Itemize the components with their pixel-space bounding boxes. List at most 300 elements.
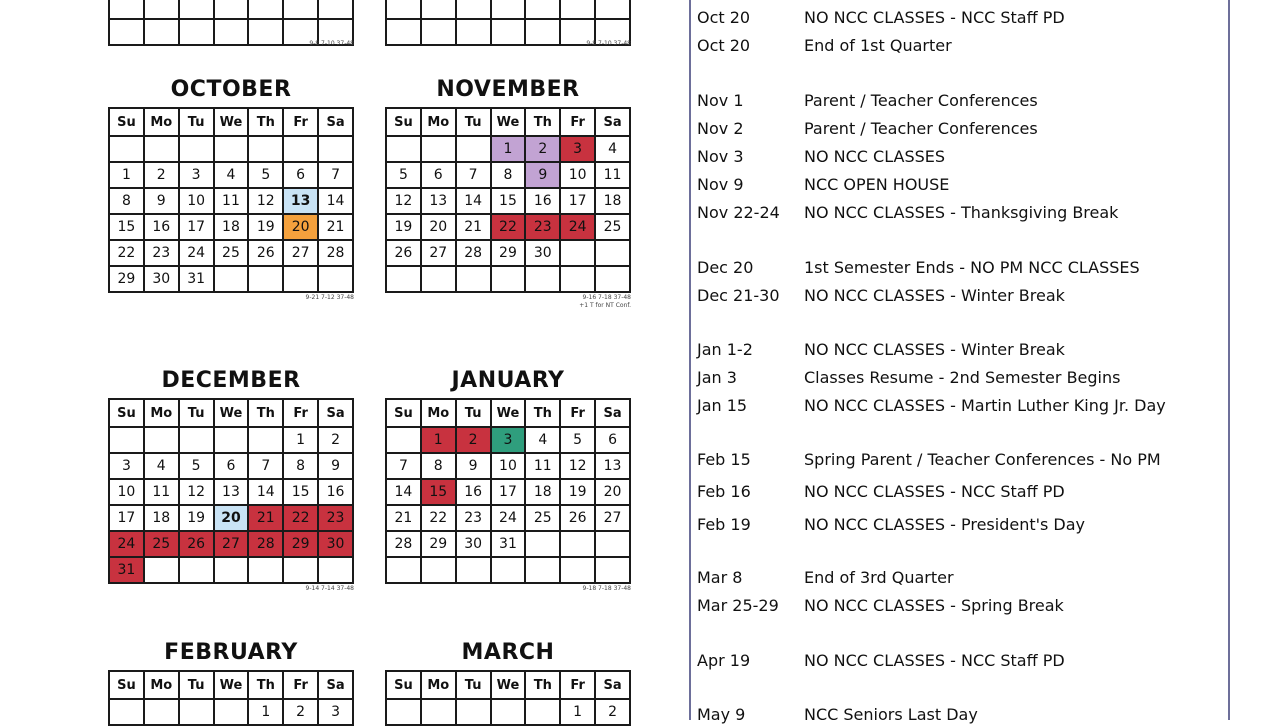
calendar-january	[385, 368, 631, 592]
weekday-header: Th	[525, 671, 560, 699]
day-cell-17: 17	[179, 214, 214, 240]
day-cell	[595, 0, 630, 19]
day-cell-9: 9	[144, 188, 179, 214]
day-cell-22: 22	[283, 505, 318, 531]
day-cell-29: 29	[109, 266, 144, 292]
weekday-header: Tu	[456, 671, 491, 699]
calendar-december	[108, 368, 354, 592]
weekday-header: Mo	[421, 671, 456, 699]
day-cell-8: 8	[109, 188, 144, 214]
weekday-header: Su	[386, 399, 421, 427]
calendar-grid	[385, 398, 631, 584]
day-cell-27: 27	[283, 240, 318, 266]
day-cell-18: 18	[525, 479, 560, 505]
empty-day-cell	[386, 557, 421, 583]
day-cell-1: 1	[248, 699, 283, 725]
event-date: Apr 19	[697, 651, 751, 670]
day-cell-3: 3	[491, 427, 526, 453]
event-date: Jan 15	[697, 396, 748, 415]
day-cell-13: 13	[283, 188, 318, 214]
week-row	[386, 427, 630, 453]
day-cell-27: 27	[421, 240, 456, 266]
empty-day-cell	[456, 557, 491, 583]
day-cell-31: 31	[179, 266, 214, 292]
event-date: Feb 16	[697, 482, 751, 501]
calendar-november	[385, 77, 631, 309]
calendar-grid	[108, 670, 354, 726]
weekday-header: Sa	[318, 399, 353, 427]
day-cell-7: 7	[248, 453, 283, 479]
weekday-header: Th	[248, 108, 283, 136]
empty-day-cell	[318, 266, 353, 292]
day-cell-25: 25	[214, 240, 249, 266]
event-date: Dec 20	[697, 258, 754, 277]
week-row	[386, 188, 630, 214]
weekday-header: We	[214, 671, 249, 699]
day-cell-29: 29	[491, 240, 526, 266]
day-cell-9: 9	[525, 162, 560, 188]
day-cell	[525, 19, 560, 45]
day-cell-23: 23	[525, 214, 560, 240]
week-row	[109, 557, 353, 583]
day-cell-29: 29	[421, 531, 456, 557]
empty-day-cell	[109, 427, 144, 453]
event-description: 1st Semester Ends - NO PM NCC CLASSES	[804, 258, 1140, 277]
event-description: NO NCC CLASSES - Winter Break	[804, 340, 1065, 359]
day-cell-1: 1	[421, 427, 456, 453]
day-cell-13: 13	[214, 479, 249, 505]
weekday-header: Fr	[283, 108, 318, 136]
empty-day-cell	[179, 427, 214, 453]
day-cell-12: 12	[560, 453, 595, 479]
weekday-header: Tu	[456, 108, 491, 136]
weekday-header-row	[386, 671, 630, 699]
event-date: Jan 1-2	[697, 340, 753, 359]
empty-day-cell	[386, 136, 421, 162]
day-cell-30: 30	[525, 240, 560, 266]
day-cell-22: 22	[109, 240, 144, 266]
day-cell-20: 20	[214, 505, 249, 531]
weekday-header: Th	[525, 108, 560, 136]
day-cell-19: 19	[560, 479, 595, 505]
day-cell-2: 2	[283, 699, 318, 725]
day-cell-26: 26	[560, 505, 595, 531]
week-row	[109, 479, 353, 505]
day-cell-15: 15	[491, 188, 526, 214]
day-cell-25: 25	[144, 531, 179, 557]
day-cell-26: 26	[179, 531, 214, 557]
empty-day-cell	[525, 531, 560, 557]
empty-day-cell	[560, 557, 595, 583]
event-date: Nov 1	[697, 91, 744, 110]
event-date: Nov 3	[697, 147, 744, 166]
day-cell-1: 1	[560, 699, 595, 725]
empty-day-cell	[214, 699, 249, 725]
day-cell-18: 18	[214, 214, 249, 240]
day-cell-10: 10	[179, 188, 214, 214]
day-cell-21: 21	[386, 505, 421, 531]
day-cell-25: 25	[525, 505, 560, 531]
empty-day-cell	[560, 266, 595, 292]
weekday-header-row	[109, 671, 353, 699]
day-cell-15: 15	[283, 479, 318, 505]
day-cell-11: 11	[214, 188, 249, 214]
day-cell-30: 30	[144, 266, 179, 292]
day-cell-5: 5	[560, 427, 595, 453]
day-cell-23: 23	[318, 505, 353, 531]
day-cell	[456, 0, 491, 19]
event-description: End of 3rd Quarter	[804, 568, 954, 587]
calendar-grid	[385, 107, 631, 293]
event-date: Oct 20	[697, 8, 751, 27]
week-row	[386, 699, 630, 725]
day-cell-2: 2	[456, 427, 491, 453]
day-cell	[525, 0, 560, 19]
empty-day-cell	[595, 557, 630, 583]
day-cell-26: 26	[386, 240, 421, 266]
calendar-footnote: 9-18 7-18 37-48	[582, 585, 631, 592]
day-cell-22: 22	[491, 214, 526, 240]
day-cell-9: 9	[456, 453, 491, 479]
day-cell-16: 16	[318, 479, 353, 505]
empty-day-cell	[491, 266, 526, 292]
day-cell-24: 24	[179, 240, 214, 266]
event-date: May 9	[697, 705, 746, 724]
weekday-header-row	[386, 399, 630, 427]
event-description: NO NCC CLASSES - NCC Staff PD	[804, 482, 1065, 501]
day-cell	[214, 19, 249, 45]
week-row	[109, 162, 353, 188]
day-cell-15: 15	[109, 214, 144, 240]
event-date: Feb 19	[697, 515, 751, 534]
day-cell-7: 7	[456, 162, 491, 188]
weekday-header: Th	[248, 671, 283, 699]
empty-day-cell	[386, 266, 421, 292]
weekday-header: Mo	[421, 108, 456, 136]
event-description: NO NCC CLASSES - Martin Luther King Jr. Day	[804, 396, 1166, 415]
day-cell-21: 21	[248, 505, 283, 531]
day-cell-24: 24	[491, 505, 526, 531]
weekday-header: Tu	[179, 671, 214, 699]
event-description: NO NCC CLASSES - NCC Staff PD	[804, 8, 1065, 27]
day-cell-29: 29	[283, 531, 318, 557]
empty-day-cell	[595, 266, 630, 292]
day-cell	[248, 0, 283, 19]
empty-day-cell	[386, 427, 421, 453]
empty-day-cell	[179, 557, 214, 583]
weekday-header-row	[109, 108, 353, 136]
day-cell-5: 5	[179, 453, 214, 479]
day-cell-3: 3	[560, 136, 595, 162]
event-date: Dec 21-30	[697, 286, 780, 305]
weekday-header: Su	[109, 399, 144, 427]
day-cell-18: 18	[144, 505, 179, 531]
empty-day-cell	[214, 136, 249, 162]
day-cell	[491, 19, 526, 45]
weekday-header: Sa	[595, 671, 630, 699]
day-cell-11: 11	[525, 453, 560, 479]
day-cell	[491, 0, 526, 19]
weekday-header: We	[214, 108, 249, 136]
calendar-grid	[385, 670, 631, 726]
day-cell-4: 4	[525, 427, 560, 453]
month-title: MARCH	[461, 640, 555, 665]
day-cell-31: 31	[491, 531, 526, 557]
weekday-header: Mo	[144, 108, 179, 136]
week-row	[109, 0, 353, 19]
day-cell	[386, 0, 421, 19]
day-cell-22: 22	[421, 505, 456, 531]
day-cell-17: 17	[560, 188, 595, 214]
day-cell-1: 1	[109, 162, 144, 188]
day-cell-7: 7	[318, 162, 353, 188]
day-cell-23: 23	[456, 505, 491, 531]
empty-day-cell	[248, 136, 283, 162]
day-cell	[421, 0, 456, 19]
day-cell-16: 16	[525, 188, 560, 214]
empty-day-cell	[248, 266, 283, 292]
day-cell-8: 8	[491, 162, 526, 188]
event-date: Nov 9	[697, 175, 744, 194]
day-cell-28: 28	[248, 531, 283, 557]
day-cell-7: 7	[386, 453, 421, 479]
empty-day-cell	[456, 699, 491, 725]
day-cell-11: 11	[595, 162, 630, 188]
day-cell-17: 17	[109, 505, 144, 531]
weekday-header: Sa	[318, 108, 353, 136]
week-row	[109, 188, 353, 214]
weekday-header: Fr	[283, 399, 318, 427]
month-title: DECEMBER	[161, 368, 301, 393]
week-row	[386, 214, 630, 240]
weekday-header: Su	[386, 671, 421, 699]
event-description: NO NCC CLASSES - Winter Break	[804, 286, 1065, 305]
day-cell-12: 12	[248, 188, 283, 214]
event-date: Oct 20	[697, 36, 751, 55]
calendar-october	[108, 77, 354, 301]
day-cell-2: 2	[318, 427, 353, 453]
empty-day-cell	[421, 699, 456, 725]
day-cell-12: 12	[386, 188, 421, 214]
calendar-footnote-secondary: +1 T for NT Conf.	[579, 302, 631, 309]
event-description: NO NCC CLASSES - President's Day	[804, 515, 1086, 534]
empty-day-cell	[525, 699, 560, 725]
event-date: Feb 15	[697, 450, 751, 469]
empty-day-cell	[144, 136, 179, 162]
empty-day-cell	[248, 557, 283, 583]
day-cell-28: 28	[318, 240, 353, 266]
event-date: Nov 2	[697, 119, 744, 138]
day-cell-21: 21	[456, 214, 491, 240]
week-row	[109, 505, 353, 531]
day-cell-4: 4	[214, 162, 249, 188]
empty-day-cell	[525, 266, 560, 292]
day-cell	[318, 0, 353, 19]
empty-day-cell	[109, 699, 144, 725]
day-cell-30: 30	[318, 531, 353, 557]
day-cell	[248, 19, 283, 45]
day-cell	[179, 0, 214, 19]
week-row	[386, 162, 630, 188]
day-cell	[456, 19, 491, 45]
weekday-header: Fr	[283, 671, 318, 699]
calendar-footnote: 9-16 7-18 37-48	[582, 294, 631, 301]
event-description: NO NCC CLASSES	[804, 147, 946, 166]
empty-day-cell	[421, 136, 456, 162]
empty-day-cell	[214, 427, 249, 453]
month-title: JANUARY	[451, 368, 565, 393]
weekday-header: Sa	[318, 671, 353, 699]
empty-day-cell	[491, 557, 526, 583]
day-cell	[179, 19, 214, 45]
empty-day-cell	[595, 240, 630, 266]
empty-day-cell	[491, 699, 526, 725]
day-cell-14: 14	[248, 479, 283, 505]
weekday-header: Su	[386, 108, 421, 136]
day-cell-8: 8	[421, 453, 456, 479]
empty-day-cell	[144, 699, 179, 725]
empty-day-cell	[214, 557, 249, 583]
month-title: NOVEMBER	[436, 77, 580, 102]
day-cell-24: 24	[560, 214, 595, 240]
day-cell-26: 26	[248, 240, 283, 266]
event-description: NCC Seniors Last Day	[804, 705, 978, 724]
weekday-header: We	[491, 671, 526, 699]
day-cell-18: 18	[595, 188, 630, 214]
day-cell-20: 20	[283, 214, 318, 240]
day-cell-13: 13	[421, 188, 456, 214]
day-cell-2: 2	[144, 162, 179, 188]
calendar-footnote: 9-21 7-12 37-48	[305, 294, 354, 301]
day-cell-1: 1	[283, 427, 318, 453]
week-row	[109, 214, 353, 240]
event-description: End of 1st Quarter	[804, 36, 952, 55]
weekday-header: Tu	[456, 399, 491, 427]
weekday-header: Mo	[421, 399, 456, 427]
empty-day-cell	[248, 427, 283, 453]
weekday-header: Su	[109, 671, 144, 699]
weekday-header: Mo	[144, 671, 179, 699]
day-cell-25: 25	[595, 214, 630, 240]
week-row	[109, 531, 353, 557]
day-cell	[144, 19, 179, 45]
events-panel	[689, 0, 1230, 724]
event-date: Mar 25-29	[697, 596, 779, 615]
day-cell-6: 6	[283, 162, 318, 188]
event-date: Jan 3	[697, 368, 737, 387]
week-row	[109, 136, 353, 162]
month-title: FEBRUARY	[164, 640, 298, 665]
day-cell-27: 27	[214, 531, 249, 557]
day-cell	[283, 0, 318, 19]
event-date: Nov 22-24	[697, 203, 780, 222]
week-row	[109, 427, 353, 453]
day-cell	[386, 19, 421, 45]
day-cell-19: 19	[386, 214, 421, 240]
day-cell-14: 14	[386, 479, 421, 505]
event-description: Classes Resume - 2nd Semester Begins	[804, 368, 1121, 387]
weekday-header: Su	[109, 108, 144, 136]
weekday-header: Sa	[595, 108, 630, 136]
empty-day-cell	[525, 557, 560, 583]
day-cell-24: 24	[109, 531, 144, 557]
weekday-header: Fr	[560, 108, 595, 136]
empty-day-cell	[283, 136, 318, 162]
day-cell	[109, 0, 144, 19]
empty-day-cell	[283, 557, 318, 583]
day-cell-21: 21	[318, 214, 353, 240]
day-cell-10: 10	[491, 453, 526, 479]
event-description: Parent / Teacher Conferences	[804, 119, 1038, 138]
day-cell-2: 2	[595, 699, 630, 725]
weekday-header: Sa	[595, 399, 630, 427]
empty-day-cell	[144, 557, 179, 583]
empty-day-cell	[560, 531, 595, 557]
event-description: Parent / Teacher Conferences	[804, 91, 1038, 110]
event-description: NCC OPEN HOUSE	[804, 175, 950, 194]
empty-day-cell	[283, 266, 318, 292]
day-cell-3: 3	[109, 453, 144, 479]
empty-day-cell	[456, 136, 491, 162]
empty-day-cell	[214, 266, 249, 292]
empty-day-cell	[318, 557, 353, 583]
weekday-header: Tu	[179, 399, 214, 427]
day-cell-13: 13	[595, 453, 630, 479]
calendar-february	[108, 640, 354, 726]
day-cell-19: 19	[248, 214, 283, 240]
day-cell-4: 4	[595, 136, 630, 162]
day-cell-12: 12	[179, 479, 214, 505]
calendar-footnote: 9-8 7-10 37-48	[586, 40, 631, 47]
week-row	[386, 266, 630, 292]
day-cell-5: 5	[248, 162, 283, 188]
day-cell-19: 19	[179, 505, 214, 531]
day-cell-23: 23	[144, 240, 179, 266]
calendar-top-left	[108, 0, 354, 46]
empty-day-cell	[109, 136, 144, 162]
week-row	[386, 240, 630, 266]
week-row	[386, 136, 630, 162]
day-cell-10: 10	[109, 479, 144, 505]
day-cell-20: 20	[421, 214, 456, 240]
week-row	[109, 453, 353, 479]
empty-day-cell	[421, 266, 456, 292]
week-row	[386, 531, 630, 557]
day-cell-16: 16	[456, 479, 491, 505]
weekday-header: We	[491, 108, 526, 136]
calendar-grid	[108, 398, 354, 584]
week-row	[109, 240, 353, 266]
weekday-header: Th	[525, 399, 560, 427]
week-row	[386, 453, 630, 479]
week-row	[109, 699, 353, 725]
empty-day-cell	[179, 136, 214, 162]
day-cell-1: 1	[491, 136, 526, 162]
day-cell-28: 28	[386, 531, 421, 557]
day-cell-5: 5	[386, 162, 421, 188]
calendar-top-right	[385, 0, 631, 46]
day-cell	[214, 0, 249, 19]
day-cell-10: 10	[560, 162, 595, 188]
day-cell-2: 2	[525, 136, 560, 162]
empty-day-cell	[179, 699, 214, 725]
empty-day-cell	[144, 427, 179, 453]
week-row	[386, 479, 630, 505]
empty-day-cell	[456, 266, 491, 292]
calendar-footnote: 9-8 7-10 37-48	[309, 40, 354, 47]
weekday-header: Mo	[144, 399, 179, 427]
weekday-header-row	[386, 108, 630, 136]
